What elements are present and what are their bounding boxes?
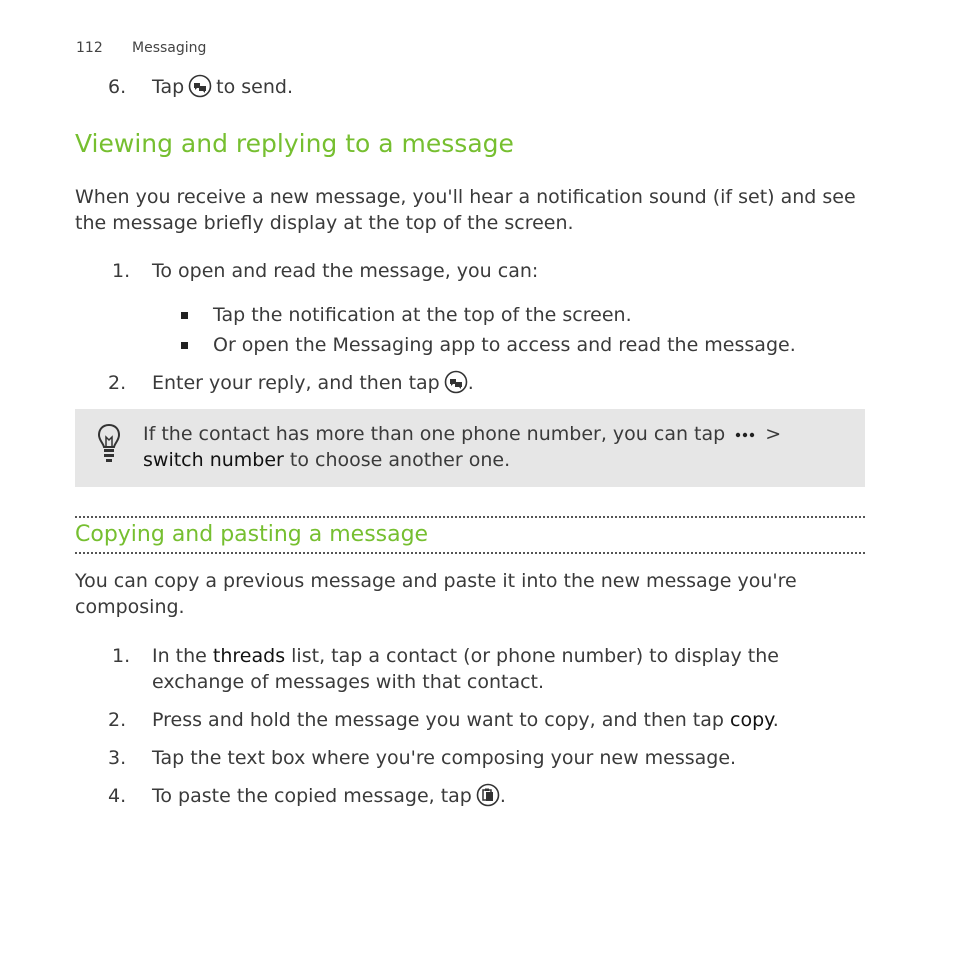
tip-text-pre: If the contact has more than one phone number, you can tap bbox=[143, 423, 726, 445]
tip-text bbox=[143, 421, 843, 473]
section2-step-4 bbox=[108, 783, 506, 809]
bullet-text: Or open the Messaging app to access and read the message. bbox=[213, 334, 796, 356]
step-number: 2. bbox=[108, 372, 127, 394]
section-name: Messaging bbox=[132, 40, 207, 56]
step-number: 1. bbox=[112, 645, 131, 667]
bullet-item-1 bbox=[181, 302, 632, 328]
more-icon bbox=[734, 430, 756, 440]
section-divider-top bbox=[75, 516, 865, 518]
step-text: Tap the text box where you're composing your new message. bbox=[152, 747, 737, 769]
tip-text-post: to choose another one. bbox=[289, 449, 511, 471]
bullet-item-2 bbox=[181, 332, 796, 358]
section1-intro: When you receive a new message, you'll hear a notification sound (if set) and see the message briefly display at the top of the screen. bbox=[75, 186, 856, 234]
step-text bbox=[152, 707, 779, 733]
step-text-post: . bbox=[499, 785, 506, 807]
section1-step-1 bbox=[112, 258, 538, 284]
step-text-pre: Press and hold the message you want to copy, and then tap bbox=[152, 709, 724, 731]
step-number: 4. bbox=[108, 785, 127, 807]
lightbulb-icon bbox=[97, 423, 121, 463]
bullet-text: Tap the notification at the top of the screen. bbox=[213, 304, 632, 326]
bullet-icon bbox=[181, 312, 188, 319]
section1-step-2 bbox=[108, 370, 474, 396]
step-text-post: list, tap a contact (or phone number) to display the exchange of messages with that contact. bbox=[152, 645, 779, 693]
section2-step-3 bbox=[108, 745, 736, 771]
page-header bbox=[76, 40, 206, 56]
step-text-post: . bbox=[467, 372, 474, 394]
step-number: 1. bbox=[112, 260, 131, 282]
bullet-icon bbox=[181, 342, 188, 349]
tip-gt: > bbox=[765, 423, 782, 445]
step-text-pre: Tap bbox=[152, 76, 185, 98]
section2-intro: You can copy a previous message and paste it into the new message you're composing. bbox=[75, 570, 797, 618]
tip-box bbox=[75, 409, 865, 487]
step-number: 6. bbox=[108, 76, 127, 98]
step-text-post: . bbox=[772, 709, 779, 731]
page-number: 112 bbox=[76, 40, 103, 56]
send-icon bbox=[444, 370, 468, 394]
section-title-copying: Copying and pasting a message bbox=[75, 522, 429, 547]
step-number: 3. bbox=[108, 747, 127, 769]
step-text-post: to send. bbox=[216, 76, 294, 98]
step-text bbox=[152, 643, 852, 695]
section-divider-bottom bbox=[75, 552, 865, 554]
step-text: To open and read the message, you can: bbox=[152, 260, 539, 282]
send-icon bbox=[188, 74, 212, 98]
section2-step-1 bbox=[112, 643, 852, 695]
step-text-pre: Enter your reply, and then tap bbox=[152, 372, 440, 394]
section2-step-2 bbox=[108, 707, 779, 733]
step-emphasis: threads bbox=[212, 645, 286, 667]
step-text-pre: To paste the copied message, tap bbox=[152, 785, 472, 807]
step-text-pre: In the bbox=[152, 645, 207, 667]
section-title-viewing: Viewing and replying to a message bbox=[75, 129, 514, 158]
paste-icon bbox=[476, 783, 500, 807]
step-emphasis: copy bbox=[730, 709, 773, 731]
step-send bbox=[108, 74, 293, 100]
step-number: 2. bbox=[108, 709, 127, 731]
tip-emphasis: switch number bbox=[143, 449, 284, 471]
